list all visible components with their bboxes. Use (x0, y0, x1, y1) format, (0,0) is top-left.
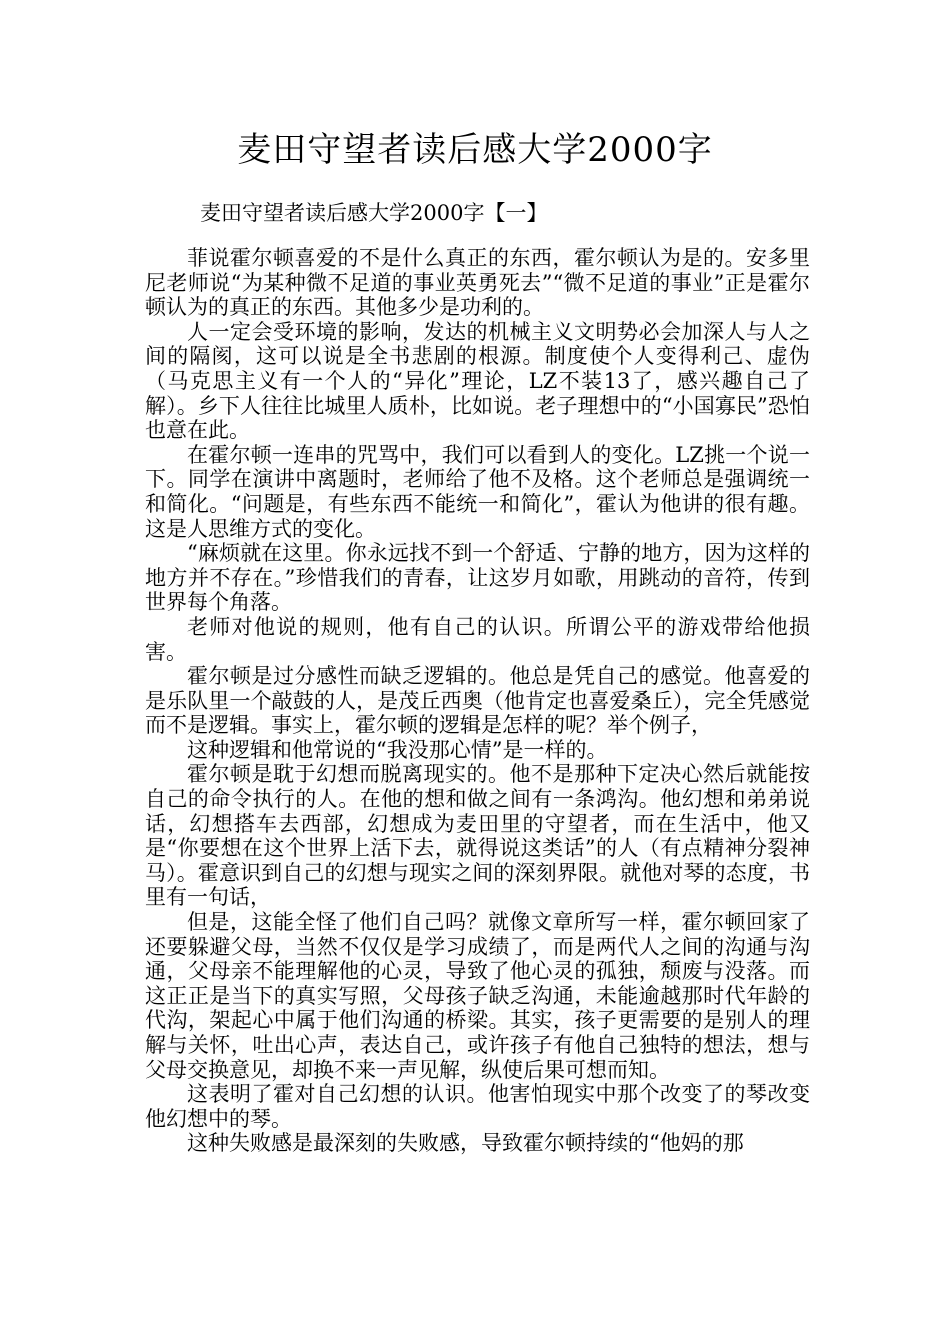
paragraph: 但是，这能全怪了他们自己吗？就像文章所写一样，霍尔顿回家了还要躲避父母，当然不仅仅是学习成绩了，而是两代人之间的沟通与沟通，父母亲不能理解他的心灵，导致了他心灵的孤独，颓废与没落。而这正正是当下的真实写照，父母孩子缺乏沟通，未能逾越那时代年龄的代沟，架起心中属于他们沟通的桥梁。其实，孩子更需要的是别人的理解与关怀，吐出心声，表达自己，或许孩子有他自己独特的想法，想与父母交换意见，却换不来一声见解，纵使后果可想而知。 (145, 910, 810, 1082)
paragraph: 人一定会受环境的影响，发达的机械主义文明势必会加深人与人之间的隔阂，这可以说是全书悲剧的根源。制度使个人变得利己、虚伪（马克思主义有一个人的“异化”理论，LZ不装13了，感兴趣自己了解）。乡下人往往比城里人质朴，比如说。老子理想中的“小国寡民”恐怕也意在此。 (145, 319, 810, 443)
paragraph: 霍尔顿是过分感性而缺乏逻辑的。他总是凭自己的感觉。他喜爱的是乐队里一个敲鼓的人，是茂丘西奥（他肯定也喜爱桑丘），完全凭感觉而不是逻辑。事实上，霍尔顿的逻辑是怎样的呢？举个例子， (145, 664, 810, 738)
paragraph: 这表明了霍对自己幻想的认识。他害怕现实中那个改变了的琴改变他幻想中的琴。 (145, 1082, 810, 1131)
document-title: 麦田守望者读后感大学2000字 (237, 130, 713, 170)
paragraph: 菲说霍尔顿喜爱的不是什么真正的东西，霍尔顿认为是的。安多里尼老师说“为某种微不足道的事业英勇死去”“微不足道的事业”正是霍尔顿认为的真正的东西。其他多少是功利的。 (145, 246, 810, 320)
paragraph: 这种逻辑和他常说的“我没那心情”是一样的。 (187, 737, 608, 762)
paragraph: 霍尔顿是耽于幻想而脱离现实的。他不是那种下定决心然后就能按自己的命令执行的人。在他的想和做之间有一条鸿沟。他幻想和弟弟说话，幻想搭车去西部，幻想成为麦田里的守望者，而在生活中，他又是“你要想在这个世界上活下去，就得说这类话”的人（有点精神分裂神马）。霍意识到自己的幻想与现实之间的深刻界限。就他对琴的态度，书里有一句话， (145, 762, 810, 910)
body-text (145, 246, 810, 1156)
paragraph: 这种失败感是最深刻的失败感，导致霍尔顿持续的“他妈的那 (187, 1131, 744, 1156)
paragraph: “麻烦就在这里。你永远找不到一个舒适、宁静的地方，因为这样的地方并不存在。”珍惜我们的青春，让这岁月如歌，用跳动的音符，传到世界每个角落。 (145, 541, 810, 615)
paragraph: 在霍尔顿一连串的咒骂中，我们可以看到人的变化。LZ挑一个说一下。同学在演讲中离题时，老师给了他不及格。这个老师总是强调统一和简化。“问题是，有些东西不能统一和简化”，霍认为他讲的很有趣。这是人思维方式的变化。 (145, 442, 810, 541)
section-heading: 麦田守望者读后感大学2000字【一】 (200, 201, 548, 225)
paragraph: 老师对他说的规则，他有自己的认识。所谓公平的游戏带给他损害。 (145, 614, 810, 664)
